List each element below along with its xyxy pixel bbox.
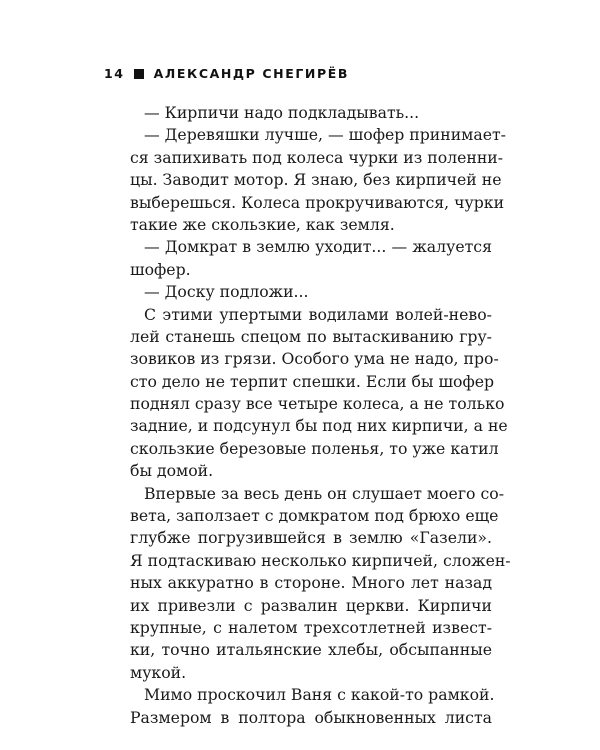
page-number: 14 [104, 66, 125, 81]
text-line: мукой. [130, 662, 187, 682]
text-line: бы домой. [130, 461, 214, 481]
text-line: — Доску подложи... [144, 282, 309, 302]
text-line: Размером в полтора обыкновенных листа [130, 707, 492, 727]
author-name: АЛЕКСАНДР СНЕГИРЁВ [153, 66, 350, 81]
running-head [104, 66, 349, 81]
text-line: такие же скользкие, как земля. [130, 214, 395, 234]
separator-square-icon [134, 69, 144, 79]
text-line: С этими упертыми водилами волей-нево- [144, 304, 492, 324]
text-line: крупные, с налетом трехсотлетней извест- [130, 617, 492, 637]
text-line: — Домкрат в землю уходит... — жалуется [144, 237, 492, 257]
text-line: вета, заползает с домкратом под брюхо еще [130, 506, 499, 526]
text-line: шофер. [130, 259, 191, 279]
text-line: задние, и подсунул бы под них кирпичи, а не [130, 416, 508, 436]
text-line: зовиков из грязи. Особого ума не надо, про- [130, 349, 499, 369]
text-line: лей станешь спецом по вытаскиванию гру- [130, 326, 492, 346]
text-line: — Деревяшки лучше, — шофер принимает- [144, 125, 506, 145]
text-line: — Кирпичи надо подкладывать... [144, 103, 420, 122]
text-line: глубже погрузившейся в землю «Газели». [130, 528, 492, 548]
text-line: скользкие березовые поленья, то уже катил [130, 438, 499, 458]
text-line: Впервые за весь день он слушает моего со- [144, 483, 505, 503]
text-line: цы. Заводит мотор. Я знаю, без кирпичей не [130, 170, 502, 190]
text-line: поднял сразу все четыре колеса, а не только [130, 394, 505, 414]
text-line: выберешься. Колеса прокручиваются, чурки [130, 192, 505, 212]
text-line: Мимо проскочил Ваня с какой-то рамкой. [144, 685, 495, 705]
body-text [130, 102, 511, 729]
text-line: сто дело не терпит спешки. Если бы шофер [130, 371, 495, 391]
text-line: их привезли с развалин церкви. Кирпичи [130, 595, 492, 615]
text-line: Я подтаскиваю несколько кирпичей, сложен- [130, 550, 511, 570]
text-line: ных аккуратно в стороне. Много лет назад [130, 573, 492, 593]
text-line: ся запихивать под колеса чурки из поленни- [130, 147, 504, 167]
text-line: ки, точно итальянские хлебы, обсыпанные [130, 640, 492, 660]
